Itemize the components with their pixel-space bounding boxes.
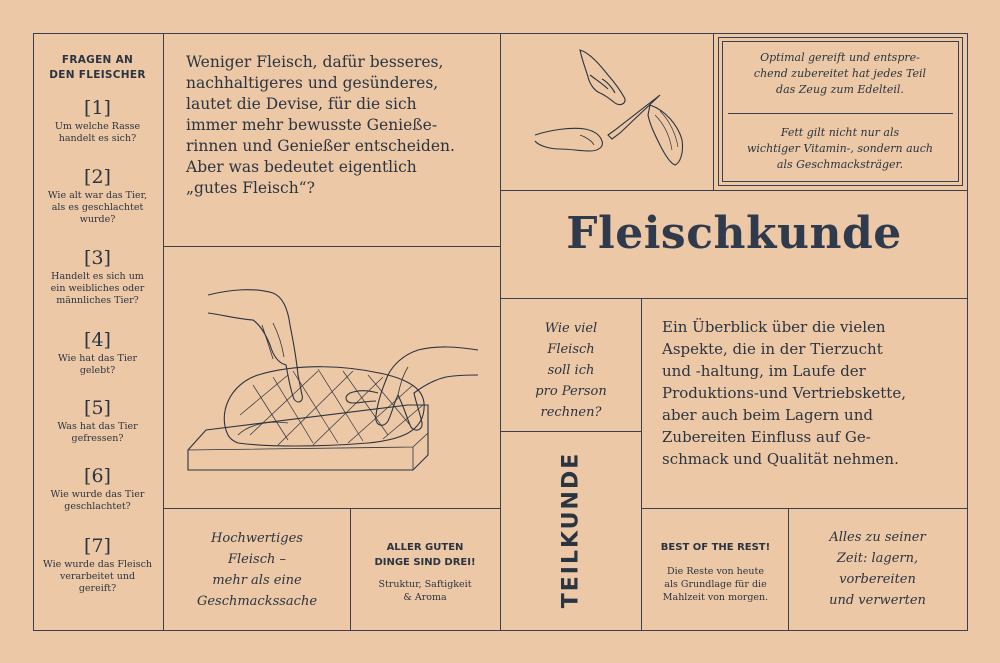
divider	[500, 190, 967, 191]
divider	[163, 246, 500, 247]
question-text: Was hat das Tier gefressen?	[57, 421, 138, 444]
best-heading: BEST OF THE REST!	[660, 542, 771, 553]
question-item	[33, 397, 162, 445]
divider	[641, 508, 967, 509]
question-item	[33, 166, 162, 226]
questions-heading: FRAGEN AN DEN FLEISCHER	[49, 54, 146, 81]
quote-separator	[728, 113, 953, 114]
divider	[163, 508, 500, 509]
vertical-section-label: TEILKUNDE	[558, 451, 584, 609]
divider	[641, 298, 642, 630]
quote-ripened: Optimal gereift und entspre- chend zubereitet hat jedes Teil das Zeug zum Edelteil.	[753, 51, 927, 96]
question-text: Wie alt war das Tier, als es geschlachtet wurde?	[47, 190, 148, 225]
question-item	[33, 465, 162, 513]
intro-text: Weniger Fleisch, dafür besseres, nachhaltigeres und gesünderes, lautet die Devise, für die sich immer mehr bewusste Genieße- rinnen und Genießer entscheiden. Aber was bedeutet eigentlich „gutes Fleisch“?	[186, 53, 455, 197]
divider	[163, 33, 164, 630]
aller-heading: ALLER GUTEN DINGE SIND DREI!	[374, 542, 476, 568]
question-item	[33, 329, 162, 377]
question-item	[33, 247, 162, 307]
question-number: [1]	[84, 97, 111, 119]
question-item	[33, 97, 162, 145]
divider	[788, 508, 789, 630]
script-note-portion: Wie viel Fleisch soll ich pro Person rechnen?	[535, 321, 607, 420]
question-text: Wie wurde das Tier geschlachtet?	[50, 489, 145, 512]
overview-text: Ein Überblick über die vielen Aspekte, die in der Tierzucht und -haltung, im Laufe der Produktions-und Vertriebskette, aber auch beim Lagern und Zubereiten Einfluss auf Ge- schmack und Qualität nehmen.	[662, 318, 906, 468]
question-number: [4]	[84, 329, 111, 351]
aller-text: Struktur, Saftigkeit & Aroma	[378, 579, 472, 603]
questions-column	[33, 33, 162, 630]
question-number: [7]	[84, 535, 111, 557]
divider	[713, 33, 714, 190]
divider	[350, 508, 351, 630]
frame-bottom	[33, 630, 968, 631]
page-title: Fleischkunde	[566, 208, 902, 259]
question-number: [5]	[84, 397, 111, 419]
divider	[500, 431, 641, 432]
divider	[500, 33, 501, 630]
best-text: Die Reste von heute als Grundlage für die Mahlzeit von morgen.	[662, 566, 769, 603]
knife-cutting-illustration	[520, 45, 700, 175]
question-number: [3]	[84, 247, 111, 269]
meat-scoring-illustration	[178, 275, 488, 475]
question-text: Um welche Rasse handelt es sich?	[54, 121, 141, 144]
question-item	[33, 535, 162, 595]
script-note-quality: Hochwertiges Fleisch – mehr als eine Geschmackssache	[196, 531, 318, 609]
question-number: [2]	[84, 166, 111, 188]
quote-fat: Fett gilt nicht nur als wichtiger Vitamin-, sondern auch als Geschmacksträger.	[746, 126, 934, 171]
question-text: Wie hat das Tier gelebt?	[57, 353, 138, 376]
divider	[500, 298, 967, 299]
question-number: [6]	[84, 465, 111, 487]
question-text: Wie wurde das Fleisch verarbeitet und gereift?	[42, 559, 153, 594]
script-note-storage: Alles zu seiner Zeit: lagern, vorbereiten und verwerten	[829, 530, 926, 608]
frame-right	[967, 33, 968, 630]
question-text: Handelt es sich um ein weibliches oder männliches Tier?	[50, 271, 145, 306]
